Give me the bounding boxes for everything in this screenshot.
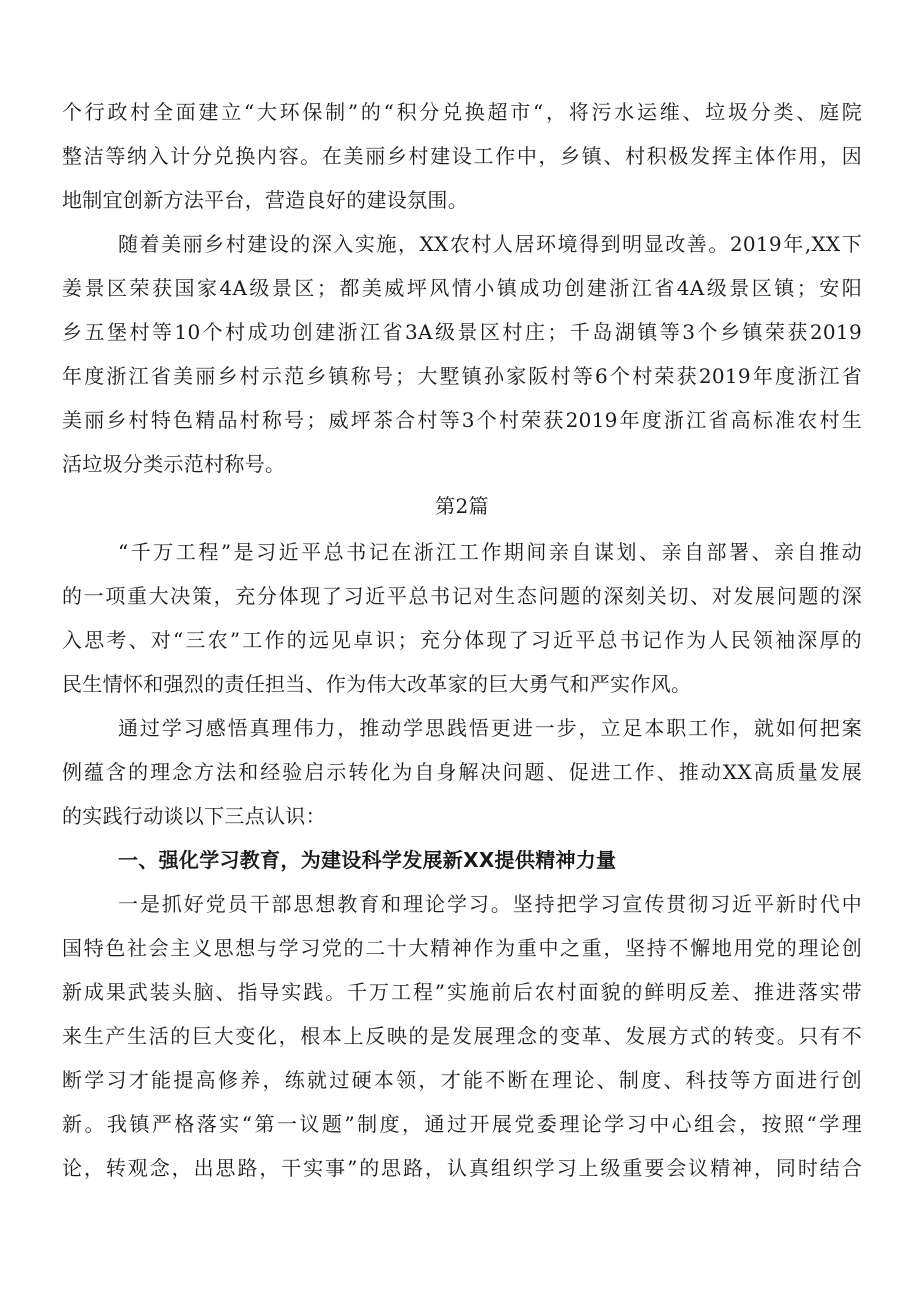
text-line: 美丽乡村特色精品村称号；威坪茶合村等3个村荣获2019年度浙江省高标准农村生 [62,408,862,432]
text-line: 新成果武装头脑、指导实践。千万工程”实施前后农村面貌的鲜明反差、推进落实带 [62,980,862,1004]
text-line: “千万工程”是习近平总书记在浙江工作期间亲自谋划、亲自部署、亲自推动 [118,540,862,564]
text-line: 来生产生活的巨大变化，根本上反映的是发展理念的变革、发展方式的转变。只有不 [62,1024,862,1048]
text-line: 个行政村全面建立“大环保制”的“积分兑换超市“，将污水运维、垃圾分类、庭院 [62,100,862,124]
text-line: 乡五堡村等10个村成功创建浙江省3A级景区村庄；千岛湖镇等3个乡镇荣获2019 [62,320,862,344]
text-line: 例蕴含的理念方法和经验启示转化为自身解决问题、促进工作、推动XX高质量发展 [62,760,862,784]
text-line: 通过学习感悟真理伟力，推动学思践悟更进一步，立足本职工作，就如何把案 [118,716,862,740]
text-line: 入思考、对“三农”工作的远见卓识；充分体现了习近平总书记作为人民领袖深厚的 [62,628,862,652]
text-line: 活垃圾分类示范村称号。 [62,452,286,476]
text-line: 随着美丽乡村建设的深入实施，XX农村人居环境得到明显改善。2019年,XX下 [118,232,862,256]
text-line: 的一项重大决策，充分体现了习近平总书记对生态问题的深刻关切、对发展问题的深 [62,584,862,608]
text-line: 年度浙江省美丽乡村示范乡镇称号；大墅镇孙家阪村等6个村荣获2019年度浙江省 [62,364,862,388]
text-line: 断学习才能提高修养，练就过硬本领，才能不断在理论、制度、科技等方面进行创 [62,1068,862,1092]
text-line: 的实践行动谈以下三点认识： [62,804,326,828]
text-line: 一是抓好党员干部思想教育和理论学习。坚持把学习宣传贯彻习近平新时代中 [118,892,862,916]
text-line: 国特色社会主义思想与学习党的二十大精神作为重中之重，坚持不懈地用党的理论创 [62,936,862,960]
text-line: 整洁等纳入计分兑换内容。在美丽乡村建设工作中，乡镇、村积极发挥主体作用，因 [62,144,862,168]
text-line: 姜景区荣获国家4A级景区；都美威坪风情小镇成功创建浙江省4A级景区镇；安阳 [62,276,862,300]
section-heading: 一、强化学习教育，为建设科学发展新XX提供精神力量 [118,848,617,872]
section-title: 第2篇 [435,494,489,518]
text-line: 民生情怀和强烈的责任担当、作为伟大改革家的巨大勇气和严实作风。 [62,672,692,696]
text-line: 新。我镇严格落实“第一议题”制度，通过开展党委理论学习中心组会，按照“学理 [62,1112,862,1136]
text-line: 地制宜创新方法平台，营造良好的建设氛围。 [62,188,468,212]
text-line: 论，转观念，出思路，干实事”的思路，认真组织学习上级重要会议精神，同时结合 [62,1156,862,1180]
